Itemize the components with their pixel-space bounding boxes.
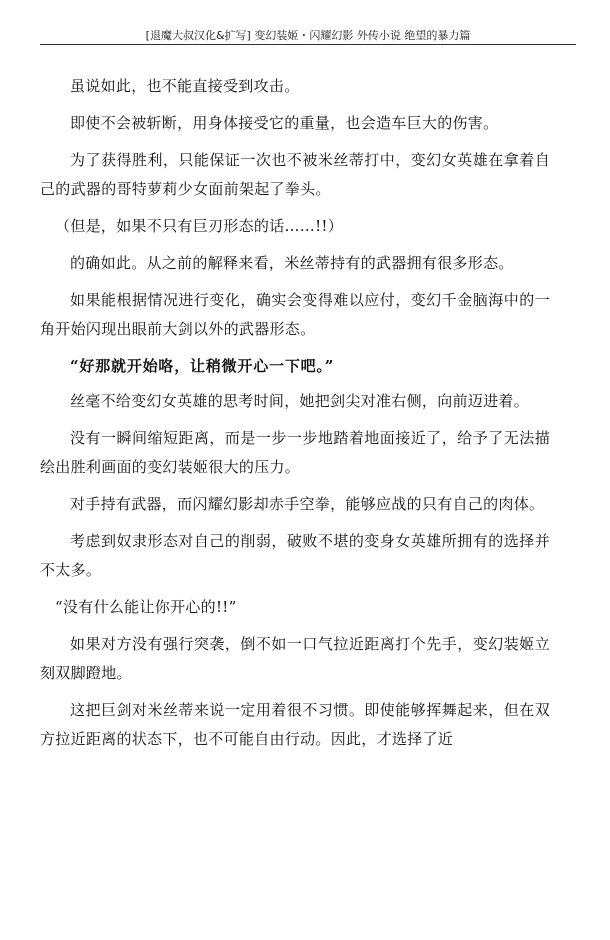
paragraph: 即使不会被斩断，用身体接受它的重量，也会造车巨大的伤害。 [70,114,499,132]
paragraph: 的确如此。从之前的解释来看，米丝蒂持有的武器拥有很多形态。 [70,254,514,272]
dialogue-bold: “好那就开始咯，让稍微开心一下吧。” [70,357,335,375]
paragraph: 为了获得胜利，只能保证一次也不被米丝蒂打中，变幻女英雄在拿着自己的武器的哥特萝莉少女面前架起了拳头。 [40,151,550,198]
inner-thought: （但是，如果不只有巨刃形态的话……!!） [55,217,344,235]
running-header: [退魔大叔汉化&扩写] 变幻装姬・闪耀幻影 外传小说 绝望的暴力篇 [145,29,471,42]
paragraph: 如果能根据情况进行变化，确实会变得难以应付，变幻千金脑海中的一角开始闪现出眼前大剑以外的武器形态。 [40,291,550,338]
paragraph: 考虑到奴隶形态对自己的削弱，破败不堪的变身女英雄所拥有的选择并不太多。 [40,532,550,579]
paragraph: 如果对方没有强行突袭，倒不如一口气拉近距离打个先手，变幻装姬立刻双脚蹬地。 [40,635,550,682]
header-rule [40,44,576,45]
dialogue: “没有什么能让你开心的!!” [55,598,237,616]
paragraph: 这把巨剑对米丝蒂来说一定用着很不习惯。即使能够挥舞起来，但在双方拉近距离的状态下，也不可能自由行动。因此，才选择了近 [40,701,550,748]
paragraph: 虽说如此，也不能直接受到攻击。 [70,77,300,95]
paragraph: 没有一瞬间缩短距离，而是一步一步地踏着地面接近了，给予了无法描绘出胜利画面的变幻装姬很大的压力。 [40,429,550,476]
paragraph: 丝毫不给变幻女英雄的思考时间，她把剑尖对准右侧，向前迈进着。 [70,392,530,410]
page-body [40,72,550,762]
paragraph: 对手持有武器，而闪耀幻影却赤手空拳，能够应战的只有自己的肉体。 [70,495,545,513]
